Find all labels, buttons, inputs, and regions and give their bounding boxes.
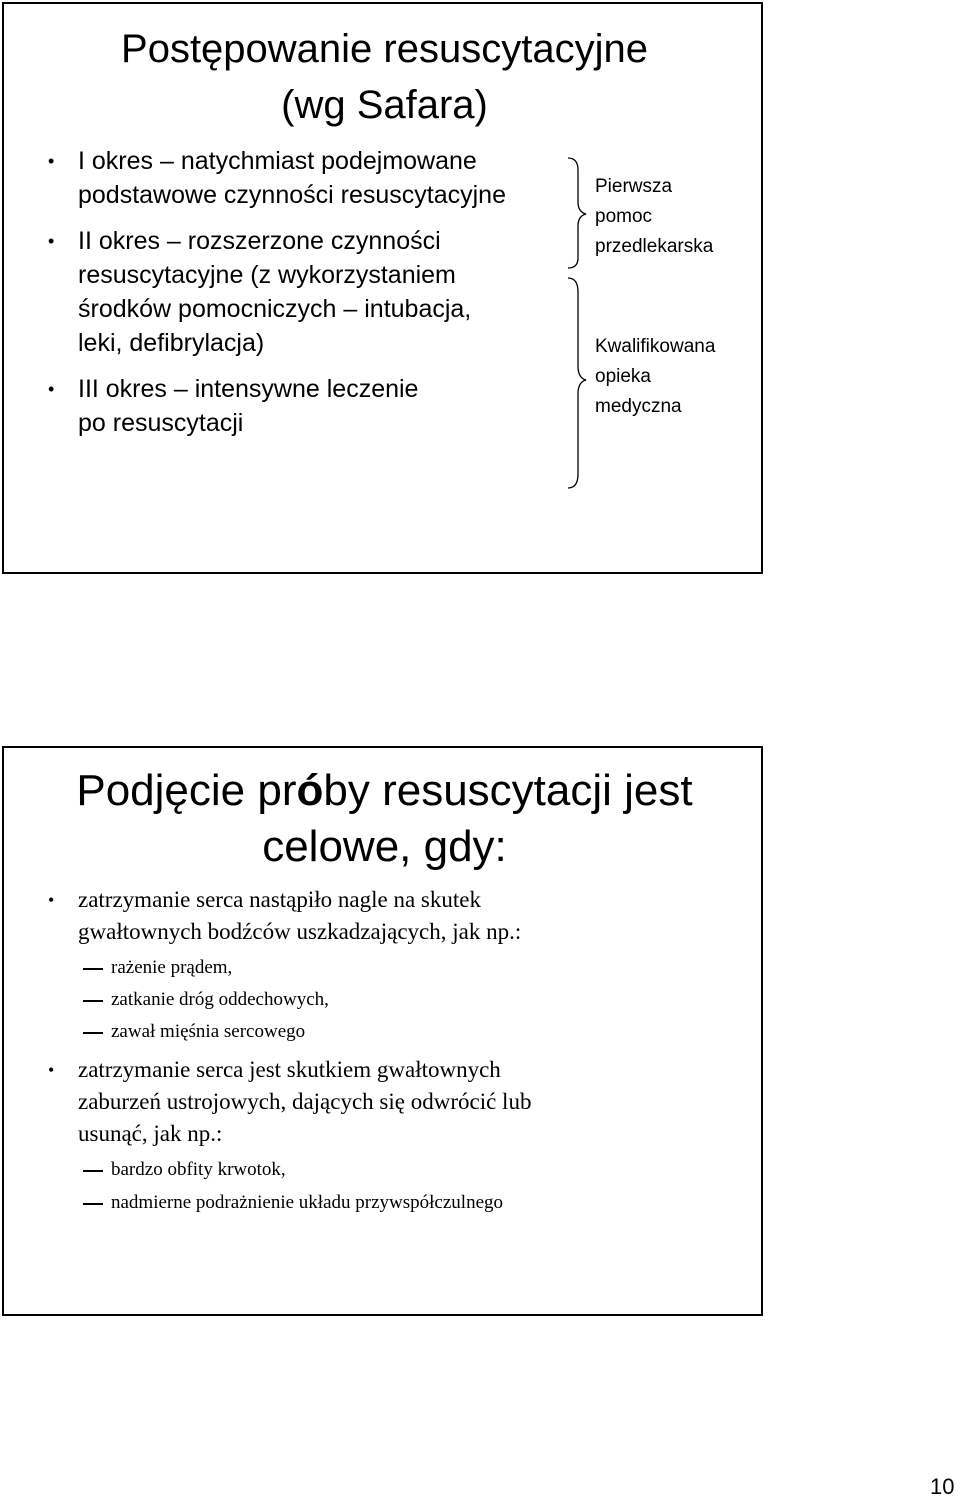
subbullet-text: zatkanie dróg oddechowych, — [111, 989, 329, 1010]
slide2-subbullet — [111, 953, 232, 983]
subbullet-text: zawał mięśnia sercowego — [111, 1021, 306, 1042]
bullet-line: II okres – rozszerzone czynności — [78, 227, 441, 255]
dash-icon — [83, 1000, 103, 1002]
slide2-subbullet — [111, 985, 329, 1015]
bullet-line: usunąć, jak np.: — [78, 1121, 223, 1146]
bullet-line: zatrzymanie serca nastąpiło nagle na skutek — [78, 887, 481, 912]
slide1-title-line2: (wg Safara) — [281, 83, 488, 127]
bullet-line: gwałtownych bodźców uszkadzających, jak np.: — [78, 919, 522, 944]
dash-icon — [83, 968, 103, 970]
right-brace-icon — [566, 154, 590, 272]
slide-resuscitation-stages — [2, 2, 763, 574]
title-part: by resuscytacji jest — [323, 766, 693, 815]
bullet-line: podstawowe czynności resuscytacyjne — [78, 181, 506, 209]
note-first-aid — [595, 172, 713, 262]
bullet-line: resuscytacyjne (z wykorzystaniem — [78, 261, 456, 289]
slide-resuscitation-criteria — [2, 746, 763, 1316]
bullet-line: zatrzymanie serca jest skutkiem gwałtownych — [78, 1057, 501, 1082]
note-qualified-care — [595, 332, 715, 422]
bullet-dot: • — [48, 151, 55, 171]
dash-icon — [83, 1203, 103, 1205]
note-line: medyczna — [595, 396, 682, 417]
bullet-line: leki, defibrylacja) — [78, 329, 265, 357]
note-line: opieka — [595, 366, 651, 387]
slide2-subbullet — [111, 1155, 286, 1185]
slide2-bullet-2 — [48, 1054, 532, 1150]
title-part: Podjęcie pr — [76, 766, 297, 815]
note-line: przedlekarska — [595, 236, 714, 257]
bullet-line: I okres – natychmiast podejmowane — [78, 147, 477, 175]
right-brace-icon — [566, 274, 590, 494]
subbullet-text: rażenie prądem, — [111, 957, 233, 978]
slide1-bullet-3 — [48, 372, 419, 440]
slide1-bullet-1 — [48, 144, 506, 212]
bullet-dot: • — [48, 890, 55, 910]
slide2-title-line1 — [4, 766, 765, 816]
note-line: pomoc — [595, 206, 653, 227]
note-line: Pierwsza — [595, 176, 673, 197]
subbullet-text: bardzo obfity krwotok, — [111, 1159, 286, 1180]
bullet-line: III okres – intensywne leczenie — [78, 375, 419, 403]
subbullet-text: nadmierne podrażnienie układu przywspółczulnego — [111, 1192, 503, 1213]
slide2-title-line2: celowe, gdy: — [262, 822, 507, 871]
slide2-subbullet — [111, 1188, 503, 1218]
bullet-line: środków pomocniczych – intubacja, — [78, 295, 472, 323]
slide1-bullet-2 — [48, 224, 472, 360]
bullet-dot: • — [48, 1060, 55, 1080]
slide1-title-line1: Postępowanie resuscytacyjne — [121, 27, 648, 71]
slide2-subbullet — [111, 1017, 305, 1047]
bullet-line: zaburzeń ustrojowych, dających się odwrócić lub — [78, 1089, 532, 1114]
bullet-line: po resuscytacji — [78, 409, 244, 437]
page-number: 10 — [930, 1474, 955, 1499]
dash-icon — [83, 1032, 103, 1034]
dash-icon — [83, 1170, 103, 1172]
bullet-dot: • — [48, 379, 55, 399]
note-line: Kwalifikowana — [595, 336, 716, 357]
bullet-dot: • — [48, 231, 55, 251]
slide2-bullet-1 — [48, 884, 522, 948]
title-part: ó — [296, 766, 324, 815]
